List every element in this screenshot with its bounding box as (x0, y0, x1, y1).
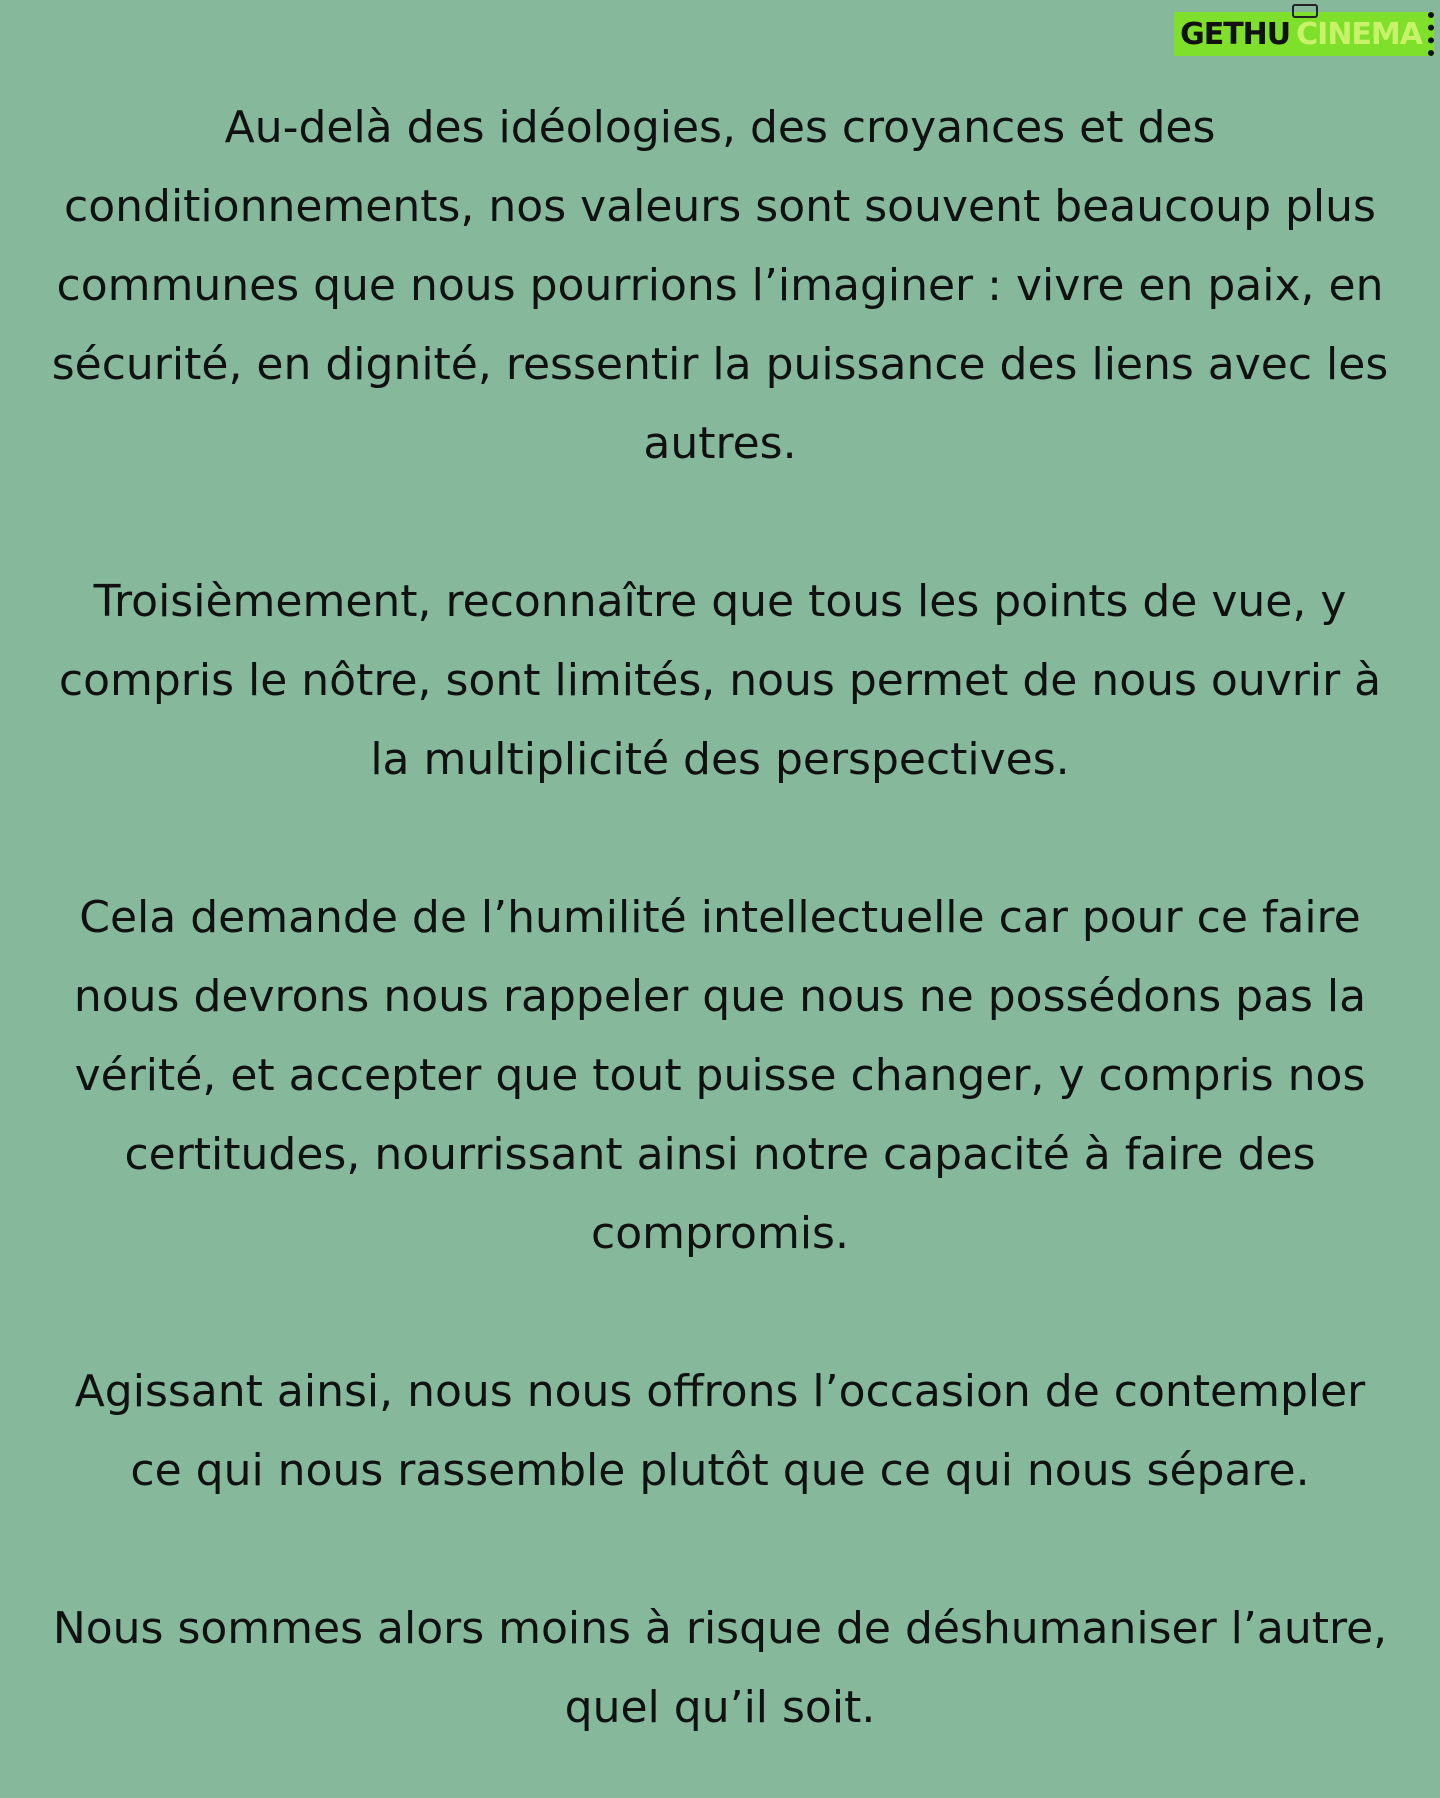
text-line: Cela demande de l’humilité intellectuelle car pour ce faire (79, 892, 1361, 943)
text-line: vérité, et accepter que tout puisse changer, y compris nos (74, 1050, 1366, 1101)
paragraph-5 (28, 1589, 1412, 1747)
text-line: communes que nous pourrions l’imaginer : vivre en paix, en (56, 260, 1384, 311)
paragraph-3 (28, 878, 1412, 1273)
text-line: la multiplicité des perspectives. (370, 734, 1070, 785)
text-body (28, 88, 1412, 1747)
text-line: Agissant ainsi, nous nous offrons l’occasion de contempler (74, 1366, 1366, 1417)
text-line: certitudes, nourrissant ainsi notre capacité à faire des (124, 1129, 1316, 1180)
text-line: Troisièmement, reconnaître que tous les points de vue, y (93, 576, 1347, 627)
camera-icon (1292, 4, 1318, 18)
watermark-text-cinema: CINEMA (1294, 12, 1434, 56)
text-line: compromis. (591, 1208, 849, 1259)
paragraph-2 (28, 562, 1412, 799)
paragraph-1 (28, 88, 1412, 483)
text-line: Au-delà des idéologies, des croyances et des (224, 102, 1216, 153)
text-line: ce qui nous rassemble plutôt que ce qui nous sépare. (130, 1445, 1310, 1496)
text-line: sécurité, en dignité, ressentir la puissance des liens avec les (51, 339, 1389, 390)
text-line: autres. (643, 418, 797, 469)
paragraph-4 (28, 1352, 1412, 1510)
text-line: nous devrons nous rappeler que nous ne possédons pas la (73, 971, 1367, 1022)
text-line: quel qu’il soit. (564, 1682, 876, 1733)
watermark-text-gethu: GETHU (1174, 12, 1294, 56)
watermark-logo (1174, 4, 1434, 56)
text-line: compris le nôtre, sont limités, nous permet de nous ouvrir à (58, 655, 1382, 706)
text-line: Nous sommes alors moins à risque de déshumaniser l’autre, (52, 1603, 1388, 1654)
text-line: conditionnements, nos valeurs sont souvent beaucoup plus (64, 181, 1376, 232)
